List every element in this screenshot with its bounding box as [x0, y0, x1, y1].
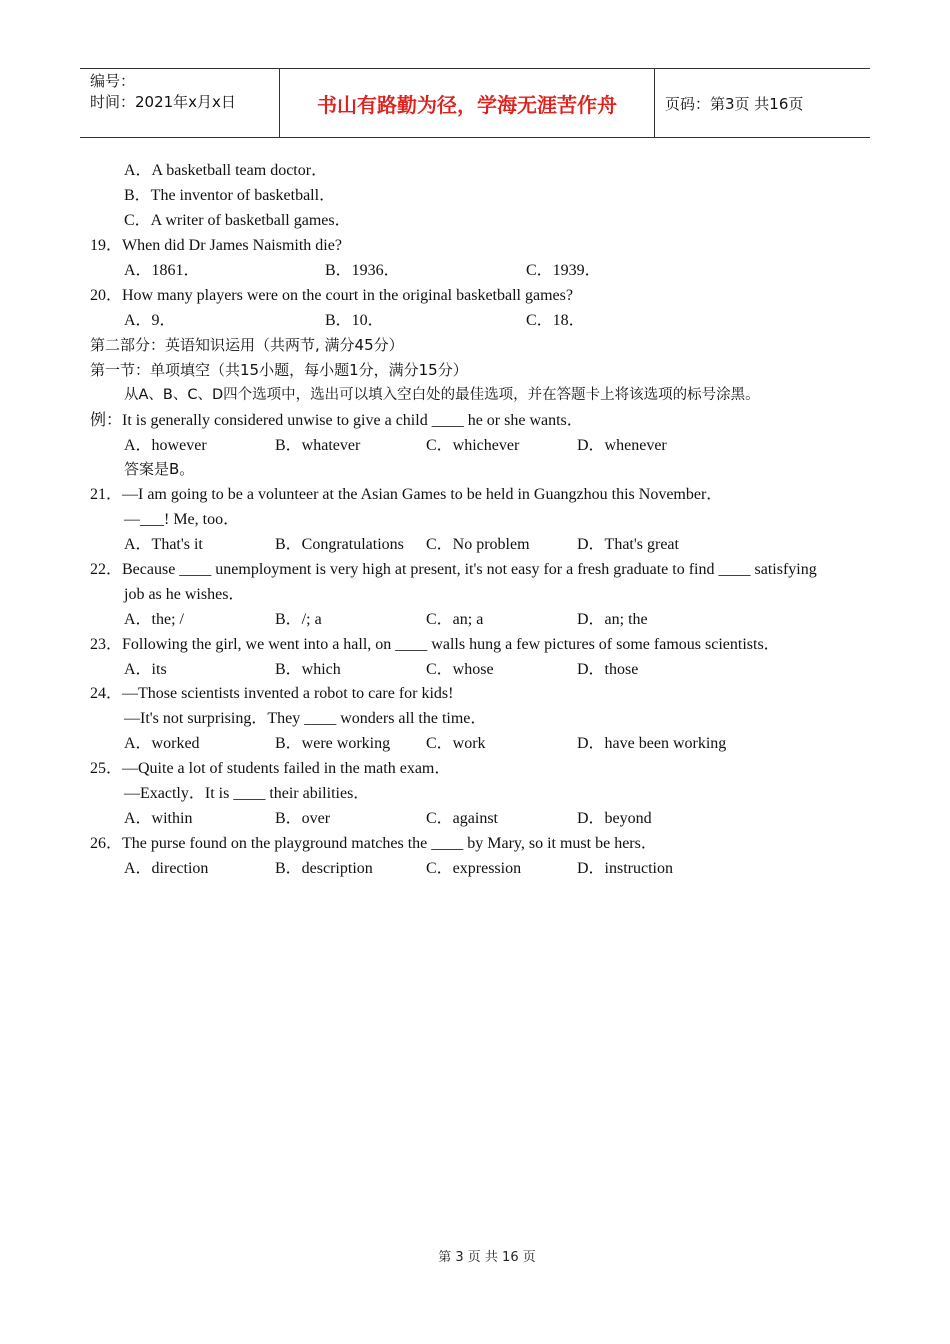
- part2-title: 第二部分：英语知识运用（共两节, 满分45分）: [90, 336, 404, 354]
- q18-option-a: A．A basketball team doctor．: [124, 162, 328, 179]
- q21-option-b: B．Congratulations: [275, 536, 404, 553]
- q18-option-b: B．The inventor of basketball．: [124, 187, 336, 204]
- q22-option-d: D．an; the: [577, 611, 648, 628]
- q23-line1: 23．Following the girl, we went into a hall, on ____ walls hung a few pictures of some famous scientists．: [90, 636, 780, 653]
- q24-option-a: A．worked: [124, 735, 200, 752]
- q25-line2: —Exactly．It is ____ their abilities．: [124, 785, 370, 802]
- q24-line2: —It's not surprising．They ____ wonders all the time．: [124, 710, 487, 727]
- header-page-label: 页码：第3页 共16页: [665, 94, 804, 113]
- q24-option-d: D．have been working: [577, 735, 727, 752]
- q19-option-b: B．1936．: [325, 262, 400, 279]
- q24-option-b: B．were working: [275, 735, 391, 752]
- q19-stem: 19．When did Dr James Naismith die?: [90, 237, 342, 254]
- q21-option-a: A．That's it: [124, 536, 203, 553]
- example-option-d: D．whenever: [577, 437, 667, 454]
- q21-option-c: C．No problem: [426, 536, 530, 553]
- time-label: 时间：2021年x月x日: [90, 93, 236, 111]
- q25-option-d: D．beyond: [577, 810, 652, 827]
- q21-option-d: D．That's great: [577, 536, 679, 553]
- header-meta: [80, 69, 280, 137]
- q20-option-b: B．10．: [325, 312, 384, 329]
- q21-line1: 21．—I am going to be a volunteer at the Asian Games to be held in Guangzhou this November．: [90, 486, 723, 503]
- example-option-a: A．however: [124, 437, 207, 454]
- example-answer: 答案是B。: [124, 460, 195, 478]
- q26-option-a: A．direction: [124, 860, 209, 877]
- q26-option-b: B．description: [275, 860, 373, 877]
- q26-option-d: D．instruction: [577, 860, 673, 877]
- q23-option-c: C．whose: [426, 661, 494, 678]
- q25-option-a: A．within: [124, 810, 193, 827]
- q20-option-a: A．9．: [124, 312, 176, 329]
- q18-option-c: C．A writer of basketball games．: [124, 212, 351, 229]
- q19-option-c: C．1939．: [526, 262, 601, 279]
- q26-line1: 26．The purse found on the playground matches the ____ by Mary, so it must be hers．: [90, 835, 657, 852]
- header-motto: 书山有路勤为径，学海无涯苦作舟: [280, 69, 655, 137]
- q23-option-b: B．which: [275, 661, 341, 678]
- q22-line1: 22．Because ____ unemployment is very high at present, it's not easy for a fresh graduate to find ____ satisfying: [90, 561, 817, 578]
- example-option-b: B．whatever: [275, 437, 361, 454]
- instruction-text: 从A、B、C、D四个选项中，选出可以填入空白处的最佳选项，并在答题卡上将该选项的标号涂黑。: [124, 387, 760, 403]
- q22-option-b: B．/; a: [275, 611, 322, 628]
- q22-option-a: A．the; /: [124, 611, 184, 628]
- example-option-c: C．whichever: [426, 437, 520, 454]
- q24-line1: 24．—Those scientists invented a robot to care for kids!: [90, 685, 454, 702]
- q22-line2: job as he wishes．: [124, 586, 245, 603]
- page-header: [80, 68, 870, 138]
- q26-option-c: C．expression: [426, 860, 522, 877]
- q19-option-a: A．1861．: [124, 262, 200, 279]
- number-label: 编号：: [90, 72, 136, 90]
- q20-stem: 20．How many players were on the court in the original basketball games?: [90, 287, 573, 304]
- q24-option-c: C．work: [426, 735, 486, 752]
- page-footer: 第 3 页 共 16 页: [438, 1250, 536, 1265]
- q25-option-b: B．over: [275, 810, 331, 827]
- q23-option-d: D．those: [577, 661, 639, 678]
- q23-option-a: A．its: [124, 661, 167, 678]
- q25-line1: 25．—Quite a lot of students failed in the math exam．: [90, 760, 451, 777]
- example-stem: 例：It is generally considered unwise to give a child ____ he or she wants．: [90, 412, 583, 429]
- section1-title: 第一节：单项填空（共15小题，每小题1分，满分15分）: [90, 361, 468, 379]
- q21-line2: —___! Me, too．: [124, 511, 240, 528]
- q25-option-c: C．against: [426, 810, 498, 827]
- q22-option-c: C．an; a: [426, 611, 484, 628]
- q20-option-c: C．18．: [526, 312, 585, 329]
